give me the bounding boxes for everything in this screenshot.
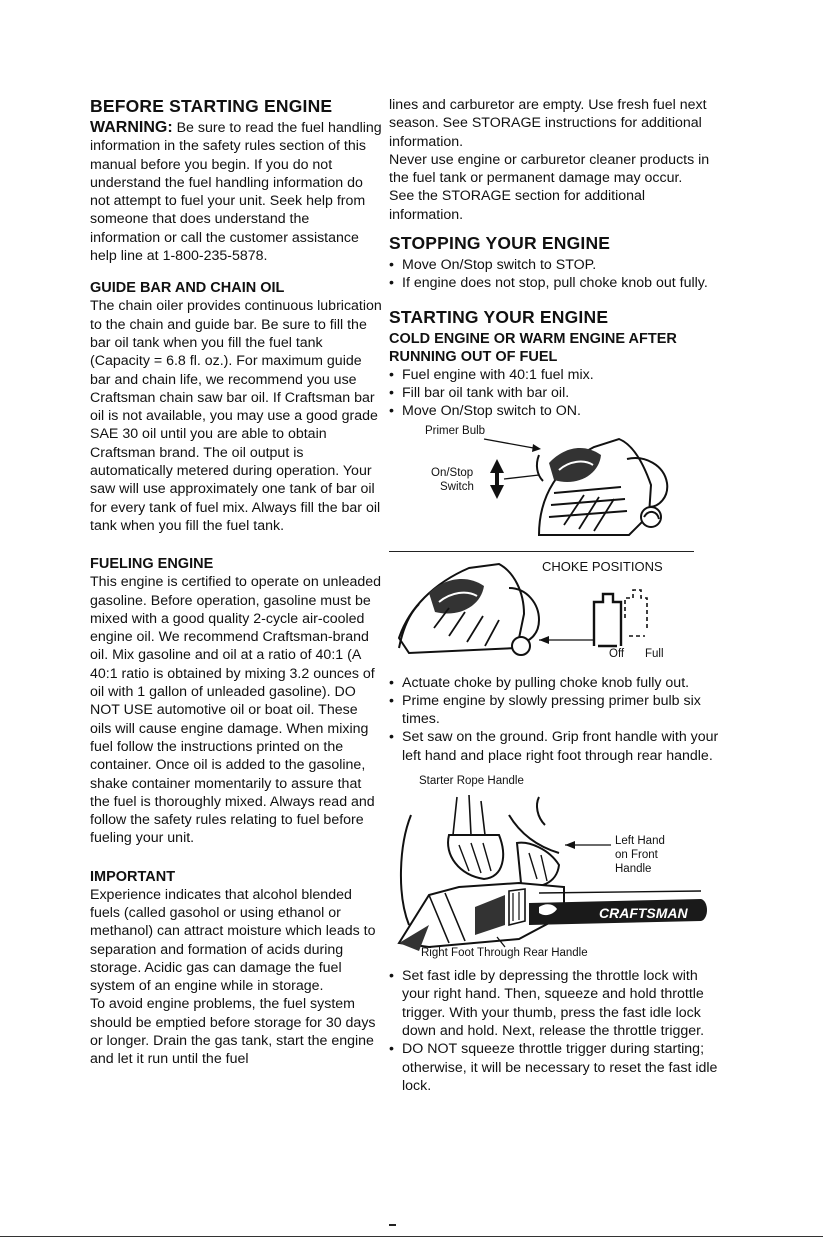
- left-column: [90, 96, 382, 1069]
- fueling-do-not-use: DO NOT USE: [90, 684, 356, 719]
- important-title: IMPORTANT: [90, 868, 176, 885]
- starting-illustration: [389, 775, 709, 961]
- choke-list: [389, 674, 719, 765]
- fueling-text-b: automotive oil or boat oil. These oils will cause engine damage. When mixing fuel follow the instructions printed on the container. Once oil is added to the gasoline, shake container momentarily to assure that the fuel is thoroughly mixed. Always read and follow the safety rules relating to fuel before fueling your unit.: [90, 702, 375, 847]
- starting-title: STARTING YOUR ENGINE: [389, 306, 609, 327]
- off-label: Off: [609, 647, 625, 660]
- fast-idle-list: [389, 967, 719, 1095]
- start-list: [389, 366, 719, 421]
- full-label: Full: [645, 647, 664, 660]
- fueling-paragraph: [90, 573, 382, 847]
- list-item: • Set fast idle by depressing the throttle lock with your right hand. Then, squeeze and hold throttle trigger. With your thumb, press the fast idle lock down and hold. Next, release the throttle trigger.: [389, 967, 719, 1040]
- warning-paragraph: [90, 119, 382, 265]
- bottom-rule: [0, 1236, 823, 1237]
- see-text-b: section for additional information.: [389, 188, 646, 223]
- left-hand-label-3: Handle: [615, 863, 652, 876]
- do-not-label: DO NOT: [402, 1041, 458, 1058]
- fueling-text-a: This engine is certified to operate on unleaded gasoline. Before operation, gasoline must be mixed with a good quality 2-cycle air-cooled engine oil. We recommend Craftsman-brand oil. Mix gasoline and oil at a ratio of 40:1 (A 40:1 ratio is obtained by mixing 3.2 ounces of oil with 1 gallon of unleaded gasoline).: [90, 574, 382, 701]
- see-storage-paragraph: [389, 187, 719, 224]
- figure-primer-switch: [389, 425, 719, 545]
- left-hand-label-1: Left Hand: [615, 835, 665, 848]
- primer-bulb-label: Primer Bulb: [425, 424, 486, 437]
- warning-text: Be sure to read the fuel handling information in the safety rules section of this manual before you begin. If you do not understand the fuel handling information do not attempt to fuel your unit. Seek help from someone that does understand the information or call the customer assistance help line at 1-800-235-5878.: [90, 120, 382, 265]
- stop-list: [389, 256, 719, 293]
- left-hand-label-2: on Front: [615, 849, 658, 862]
- list-item: • Fill bar oil tank with bar oil.: [389, 384, 719, 402]
- continued-text-a: lines and carburetor are empty. Use fresh fuel next season. See: [389, 97, 707, 132]
- starter-rope-label: Starter Rope Handle: [419, 775, 524, 788]
- never-use-text: Never use engine or carburetor cleaner products in the fuel tank or permanent damage may occur.: [389, 151, 710, 187]
- storage-ref-1: STORAGE: [471, 115, 541, 132]
- choke-positions-label: CHOKE POSITIONS: [542, 558, 663, 574]
- right-column: [389, 96, 719, 1095]
- figure-starting-position: [389, 775, 719, 961]
- cold-engine-title: COLD ENGINE OR WARM ENGINE AFTER RUNNING OUT OF FUEL: [389, 330, 677, 365]
- see-text-a: See the: [389, 188, 442, 205]
- storage-ref-2: STORAGE: [441, 188, 511, 205]
- continued-paragraph: [389, 96, 719, 151]
- avoid-text: To avoid engine problems, the fuel system should be emptied before storage for 30 days or longer. Drain the gas tank, start the engine and let it run until the fuel: [90, 996, 376, 1068]
- guide-bar-text: The chain oiler provides continuous lubrication to the chain and guide bar. Be sure to fill the bar oil tank when you fill the fuel tank (Capacity = 6.8 fl. oz.). For maximum guide bar and chain life, we recommend you use Craftsman chain saw bar oil. If Craftsman bar oil is not available, you may use a good grade SAE 30 oil until you are able to obtain Craftsman brand. The oil output is automatically metered during operation. Your saw will use approximately one tank of bar oil for every tank of fuel mix. Always fill the bar oil tank when you fill the fuel tank.: [90, 298, 382, 534]
- figure-divider: [389, 551, 694, 552]
- figure-choke-positions: [389, 558, 719, 668]
- page-mark: [389, 1224, 396, 1226]
- list-item: [389, 1040, 719, 1095]
- list-item: • Move On/Stop switch to ON.: [389, 402, 719, 420]
- important-text: Experience indicates that alcohol blended fuels (called gasohol or using ethanol or methanol) can attract moisture which leads to separation and formation of acids during storage. Acidic gas can damage the fuel system of an engine while in storage.: [90, 886, 376, 995]
- continued-text-b: instructions for additional information.: [389, 115, 702, 150]
- list-item: • If engine does not stop, pull choke knob out fully.: [389, 274, 719, 292]
- list-item: • Actuate choke by pulling choke knob fully out.: [389, 674, 719, 692]
- before-starting-title: BEFORE STARTING ENGINE: [90, 96, 333, 116]
- primer-switch-illustration: [389, 425, 709, 545]
- warning-label: WARNING:: [90, 119, 173, 136]
- fueling-title: FUELING ENGINE: [90, 556, 214, 573]
- brand-text: CRAFTSMAN: [599, 905, 688, 922]
- list-item: • Fuel engine with 40:1 fuel mix.: [389, 366, 719, 384]
- on-stop-label: On/Stop: [431, 466, 474, 479]
- do-not-text: squeeze throttle trigger during starting; otherwise, it will be necessary to reset the fast idle lock.: [402, 1041, 718, 1094]
- list-item: • Set saw on the ground. Grip front handle with your left hand and place right foot through rear handle.: [389, 728, 719, 765]
- stopping-title: STOPPING YOUR ENGINE: [389, 233, 611, 254]
- right-foot-label: Right Foot Through Rear Handle: [421, 947, 588, 960]
- switch-label: Switch: [440, 480, 474, 493]
- guide-bar-title: GUIDE BAR AND CHAIN OIL: [90, 280, 285, 297]
- list-item: • Prime engine by slowly pressing primer bulb six times.: [389, 692, 719, 729]
- list-item: • Move On/Stop switch to STOP.: [389, 256, 719, 274]
